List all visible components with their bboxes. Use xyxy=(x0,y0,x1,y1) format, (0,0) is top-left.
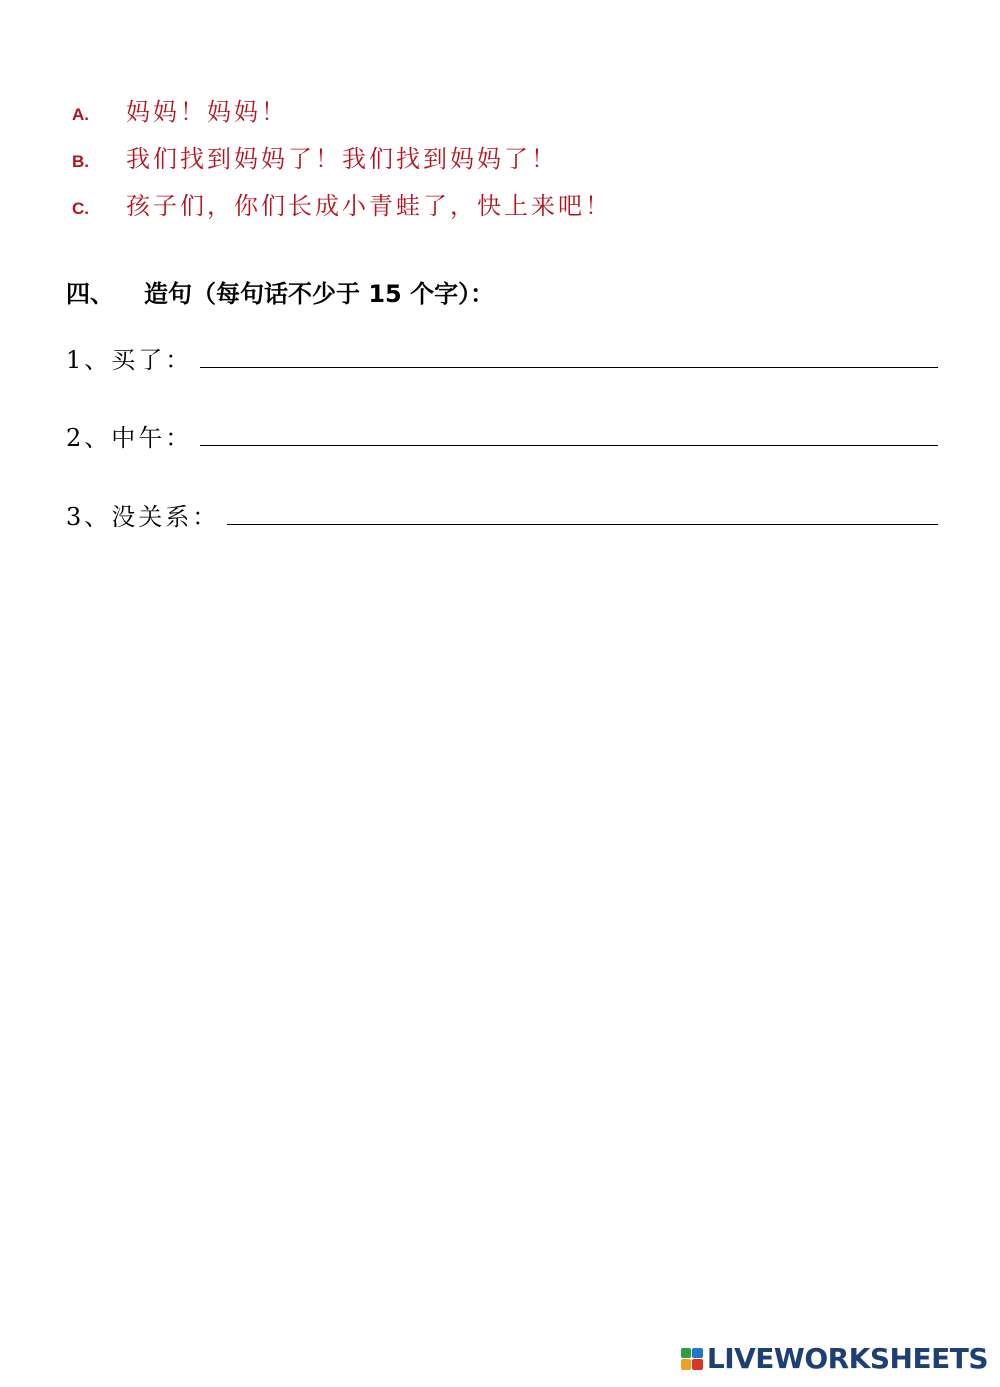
option-text: 妈妈！妈妈！ xyxy=(126,98,288,126)
liveworksheets-grid-icon xyxy=(681,1348,703,1370)
section-number: 四、 xyxy=(66,280,114,308)
logo-tile xyxy=(681,1348,692,1359)
logo-tile xyxy=(692,1359,703,1370)
option-letter: A. xyxy=(72,105,89,124)
option-text: 孩子们，你们长成小青蛙了，快上来吧！ xyxy=(126,192,612,220)
logo-text: LIVEWORKSHEETS xyxy=(706,1342,988,1375)
section-heading xyxy=(66,274,494,309)
sentence-row-3 xyxy=(66,497,938,532)
sentence-label: 2、中午： xyxy=(66,424,193,452)
sentence-row-1 xyxy=(66,340,938,375)
option-text: 我们找到妈妈了！我们找到妈妈了！ xyxy=(126,145,558,173)
option-a xyxy=(72,92,612,139)
section-title: 造句（每句话不少于 15 个字）： xyxy=(144,280,495,308)
option-b xyxy=(72,139,612,186)
answer-line-1[interactable] xyxy=(200,345,938,368)
logo-tile xyxy=(692,1348,703,1359)
sentence-row-2 xyxy=(66,418,938,453)
sentence-label: 1、买了： xyxy=(66,346,193,374)
logo-tile xyxy=(681,1359,692,1370)
answer-options xyxy=(72,92,612,233)
option-letter: B. xyxy=(72,152,89,171)
option-letter: C. xyxy=(72,199,89,218)
answer-line-3[interactable] xyxy=(227,502,938,525)
sentence-label: 3、没关系： xyxy=(66,503,220,531)
answer-line-2[interactable] xyxy=(200,423,938,446)
liveworksheets-logo xyxy=(681,1342,988,1375)
option-c xyxy=(72,186,612,233)
